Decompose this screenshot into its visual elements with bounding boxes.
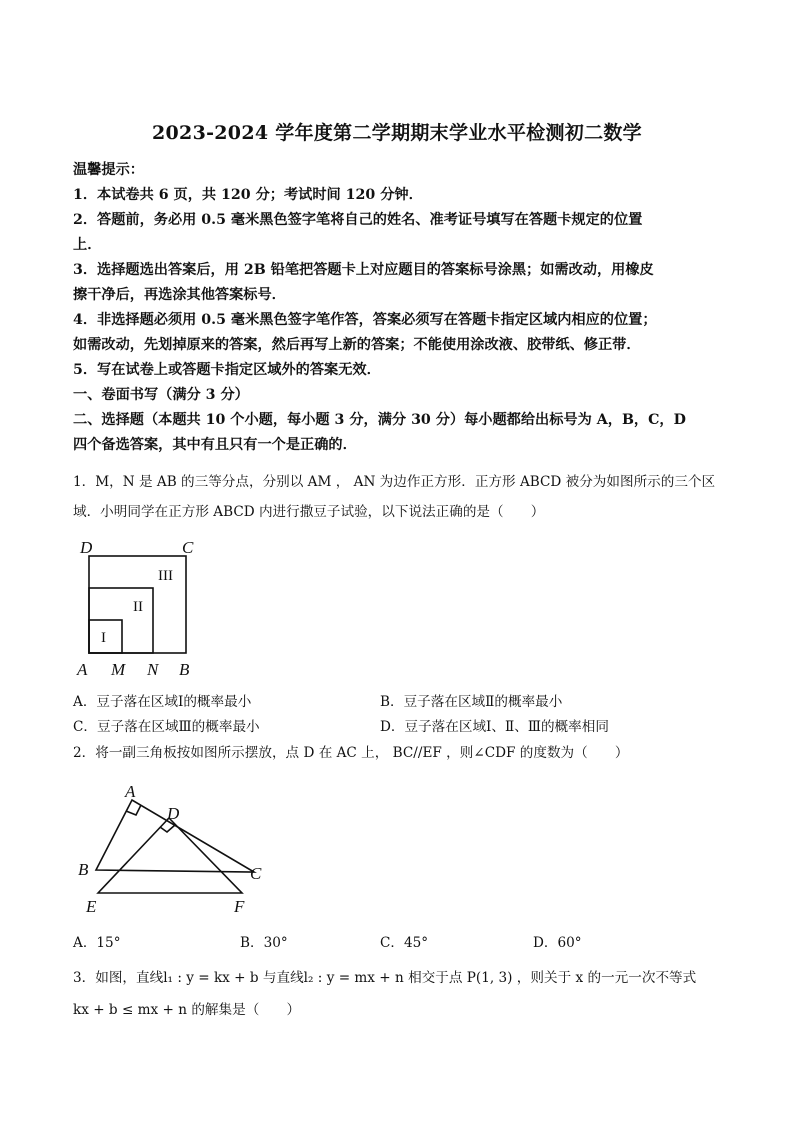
question-3-stem-cont: kx + b ≤ mx + n 的解集是（ ） [73,1002,301,1018]
label-a: A [125,782,136,801]
section-two-heading: 二、选择题（本题共 10 个小题，每小题 3 分，满分 30 分）每小题都给出标号为 A，B，C，D [73,412,686,428]
notice-line: 4．非选择题必须用 0.5 毫米黑色签字笔作答，答案必须写在答题卡指定区域内相应的位置； [73,312,657,328]
region-3-label: III [158,568,173,584]
section-one-heading: 一、卷面书写（满分 3 分） [73,387,249,403]
label-d: D [80,538,93,557]
notice-line: 5．写在试卷上或答题卡指定区域外的答案无效． [73,362,381,378]
question-2-stem: 2．将一副三角板按如图所示摆放，点 D 在 AC 上， BC//EF ，则∠CDF 的度数为（ ） [73,745,629,761]
question-2-figure [70,775,275,920]
label-b: B [78,860,89,879]
label-n: N [147,660,159,679]
q2-option-d[interactable]: D．60° [533,935,582,951]
label-d: D [167,804,180,823]
label-b: B [179,660,190,679]
notice-line: 1．本试卷共 6 页，共 120 分；考试时间 120 分钟． [73,187,423,203]
notice-line: 擦干净后，再选涂其他答案标号． [73,287,286,303]
notice-line: 如需改动，先划掉原来的答案，然后再写上新的答案；不能使用涂改液、胶带纸、修正带． [73,337,641,353]
q1-option-a[interactable]: A．豆子落在区域Ⅰ的概率最小 [73,694,252,710]
notice-line: 2．答题前，务必用 0.5 毫米黑色签字笔将自己的姓名、准考证号填写在答题卡规定的位置 [73,212,643,228]
q1-option-d[interactable]: D．豆子落在区域Ⅰ、Ⅱ、Ⅲ的概率相同 [380,719,609,735]
label-m: M [111,660,126,679]
notice-heading: 温馨提示： [73,162,144,178]
page-title: 2023-2024 学年度第二学期期末学业水平检测初二数学 [152,122,642,144]
notice-line: 3．选择题选出答案后，用 2B 铅笔把答题卡上对应题目的答案标号涂黑；如需改动，用橡皮 [73,262,654,278]
question-3-stem: 3．如图，直线l₁ : y = kx + b 与直线l₂ : y = mx + n 相交于点 P(1, 3) ，则关于 x 的一元一次不等式 [73,970,697,986]
label-a: A [77,660,88,679]
q2-option-a[interactable]: A．15° [73,935,121,951]
q1-option-b[interactable]: B．豆子落在区域Ⅱ的概率最小 [380,694,563,710]
label-e: E [86,897,97,916]
q1-option-c[interactable]: C．豆子落在区域Ⅲ的概率最小 [73,719,260,735]
question-1-stem-cont: 域．小明同学在正方形 ABCD 内进行撒豆子试验，以下说法正确的是（ ） [73,504,545,520]
section-two-heading-cont: 四个备选答案，其中有且只有一个是正确的． [73,437,357,453]
region-1-label: I [101,630,106,646]
label-c: C [250,864,262,883]
question-1-figure [70,535,210,685]
label-f: F [234,897,245,916]
label-c: C [182,538,194,557]
notice-line: 上． [73,237,102,253]
q2-option-b[interactable]: B．30° [240,935,288,951]
region-2-label: II [133,599,143,615]
q2-option-c[interactable]: C．45° [380,935,429,951]
question-1-stem: 1．M，N 是 AB 的三等分点，分别以 AM ， AN 为边作正方形．正方形 ABCD 被分为如图所示的三个区 [73,474,716,490]
